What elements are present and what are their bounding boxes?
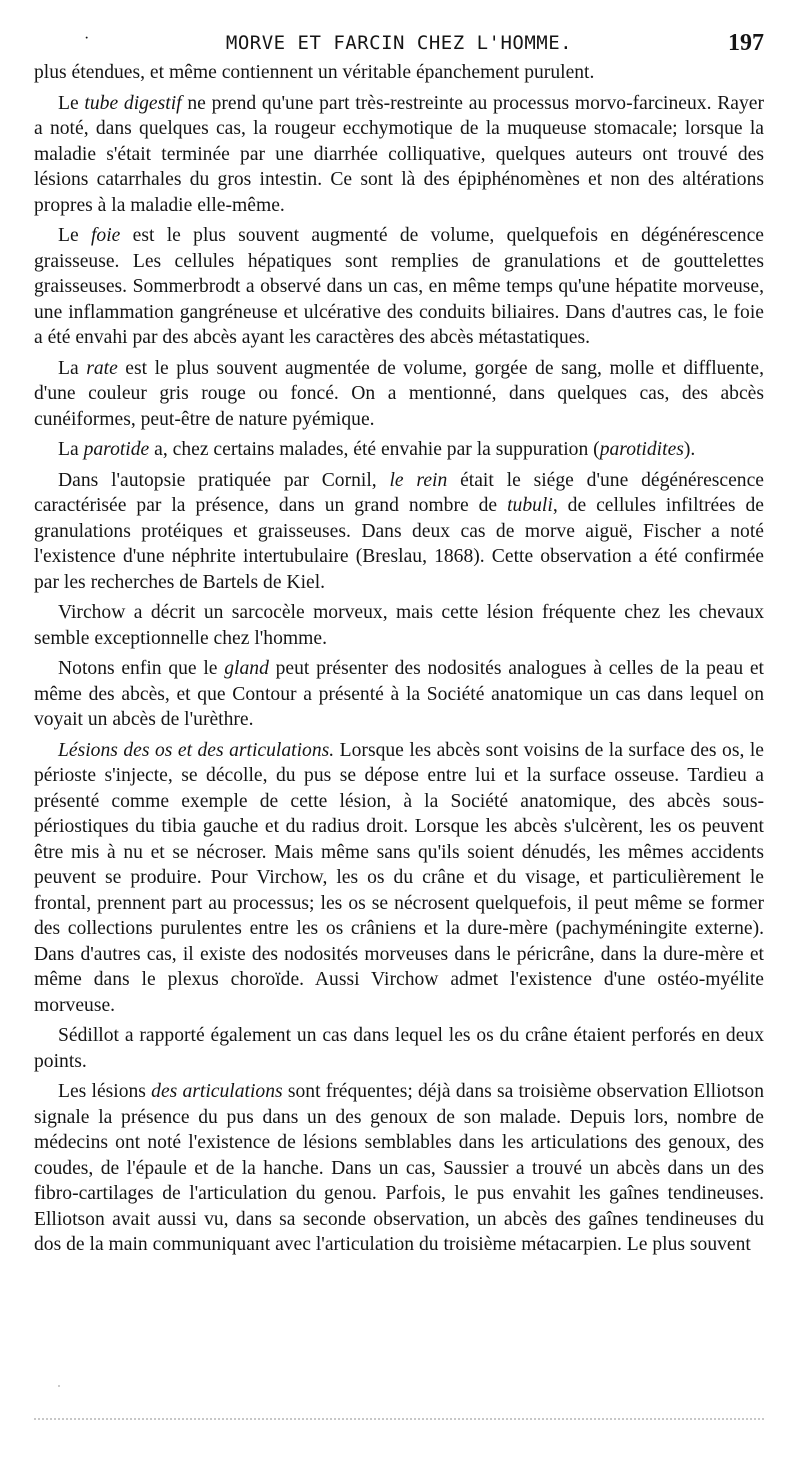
running-header xyxy=(34,30,764,60)
paragraph-rate: La rate est le plus souvent augmentée de volume, gorgée de sang, molle et diffluente, d'une couleur gris rouge ou foncé. On a mentionné, dans quelques cas, des abcès cunéiformes, peut-être de nature pyémique. xyxy=(34,357,764,430)
term-parotide: parotide xyxy=(83,439,150,460)
stray-mark: · xyxy=(84,30,90,47)
paragraph-foie: Le foie est le plus souvent augmenté de volume, quelquefois en dégénérescence graisseuse. Les cellules hépatiques sont remplies de granulations et de gouttelettes graisseuses. Sommerbrodt a observé dans un cas, en même temps qu'une hépatite morveuse, une inflammation gangréneuse et ulcérative des conduits biliaires. Dans d'autres cas, le foie a été envahi par des abcès ayant les caractères des abcès métastatiques. xyxy=(34,225,764,348)
paragraph-sarcocele: Virchow a décrit un sarcocèle morveux, mais cette lésion fréquente chez les chevaux semble exceptionnelle chez l'homme. xyxy=(34,602,764,649)
paragraph-parotide: La parotide a, chez certains malades, été envahie par la suppuration (parotidites). xyxy=(58,439,696,460)
paragraph-1: plus étendues, et même contiennent un véritable épanchement purulent. xyxy=(34,62,595,83)
term-gland: gland xyxy=(224,658,269,679)
page-number: 197 xyxy=(728,30,764,56)
term-rein: le rein xyxy=(389,469,448,491)
term-rate: rate xyxy=(86,357,118,379)
body-text xyxy=(34,60,764,1263)
section-heading-lesions-os: Lésions des os et des articulations. xyxy=(58,739,335,761)
stray-mark xyxy=(58,1385,60,1387)
term-tube-digestif: tube digestif xyxy=(84,92,182,114)
paragraph-tube-digestif: Le tube digestif ne prend qu'une part très-restreinte au processus morvo-farcineux. Rayer a noté, dans quelques cas, la rougeur ecchymotique de la muqueuse stomacale; lorsque la maladie s'était terminée par une diarrhée colliquative, quelques auteurs ont trouvé des lésions catarrhales du gros intestin. Ce sont là des épiphénomènes et non des altérations propres à la maladie elle-même. xyxy=(34,92,764,216)
term-foie: foie xyxy=(90,225,121,246)
paragraph-sedillot: Sédillot a rapporté également un cas dans lequel les os du crâne étaient perforés en deux points. xyxy=(34,1025,764,1072)
paragraph-lesions-os: Lésions des os et des articulations. Lorsque les abcès sont voisins de la surface des os, le périoste s'injecte, se décolle, du pus se dépose entre lui et la surface osseuse. Tardieu a présenté comme exemple de cette lésion, à la Société anatomique, des abcès sous-périostiques du tibia gauche et du radius droit. Lorsque les abcès s'ulcèrent, les os peuvent être mis à nu et se nécroser. Mais même sans qu'ils soient dénudés, les mêmes accidents peuvent se produire. Pour Virchow, les os du crâne et du visage, et particulièrement le frontal, prennent part au processus; les os se nécrosent quelquefois, il peut même se former des collections purulentes entre les os crâniens et la dure-mère (pachyméningite externe). Dans d'autres cas, il existe des nodosités morveuses dans le péricrâne, dans la dure-mère et même dans le plexus choroïde. Aussi Virchow admet l'existence d'une ostéo-myélite morveuse. xyxy=(34,739,764,1016)
paragraph-articulations: Les lésions des articulations sont fréquentes; déjà dans sa troisième observation Elliotson signale la présence du pus dans un des genoux de son malade. Depuis lors, nombre de médecins ont noté l'existence de lésions semblables dans les articulations des genoux, des coudes, de l'épaule et de la hanche. Dans un cas, Saussier a trouvé un abcès dans un des fibro-cartilages de l'articulation du genou. Parfois, le pus envahit les gaînes tendineuses. Elliotson avait aussi vu, dans sa seconde observation, un abcès des gaînes tendineuses du dos de la main communiquant avec l'articulation du troisième métacarpien. Le plus souvent xyxy=(34,1081,765,1255)
running-title: MORVE ET FARCIN CHEZ L'HOMME. xyxy=(225,32,573,54)
footer-rule xyxy=(34,1418,764,1420)
term-parotidites: parotidites xyxy=(599,439,684,460)
paragraph-rein: Dans l'autopsie pratiquée par Cornil, le rein était le siége d'une dégénérescence caractérisée par la présence, dans un grand nombre de tubuli, de cellules infiltrées de granulations protéiques et graisseuses. Dans deux cas de morve aiguë, Fischer a noté l'existence d'une néphrite intertubulaire (Breslau, 1868). Cette observation a été confirmée par les recherches de Bartels de Kiel. xyxy=(34,469,764,593)
term-tubuli: tubuli xyxy=(507,495,553,516)
term-articulations: des articulations xyxy=(151,1081,283,1102)
paragraph-gland: Notons enfin que le gland peut présenter des nodosités analogues à celles de la peau et même des abcès, et que Contour a présenté à la Société anatomique un cas dans lequel on voyait un abcès de l'urèthre. xyxy=(34,658,764,730)
